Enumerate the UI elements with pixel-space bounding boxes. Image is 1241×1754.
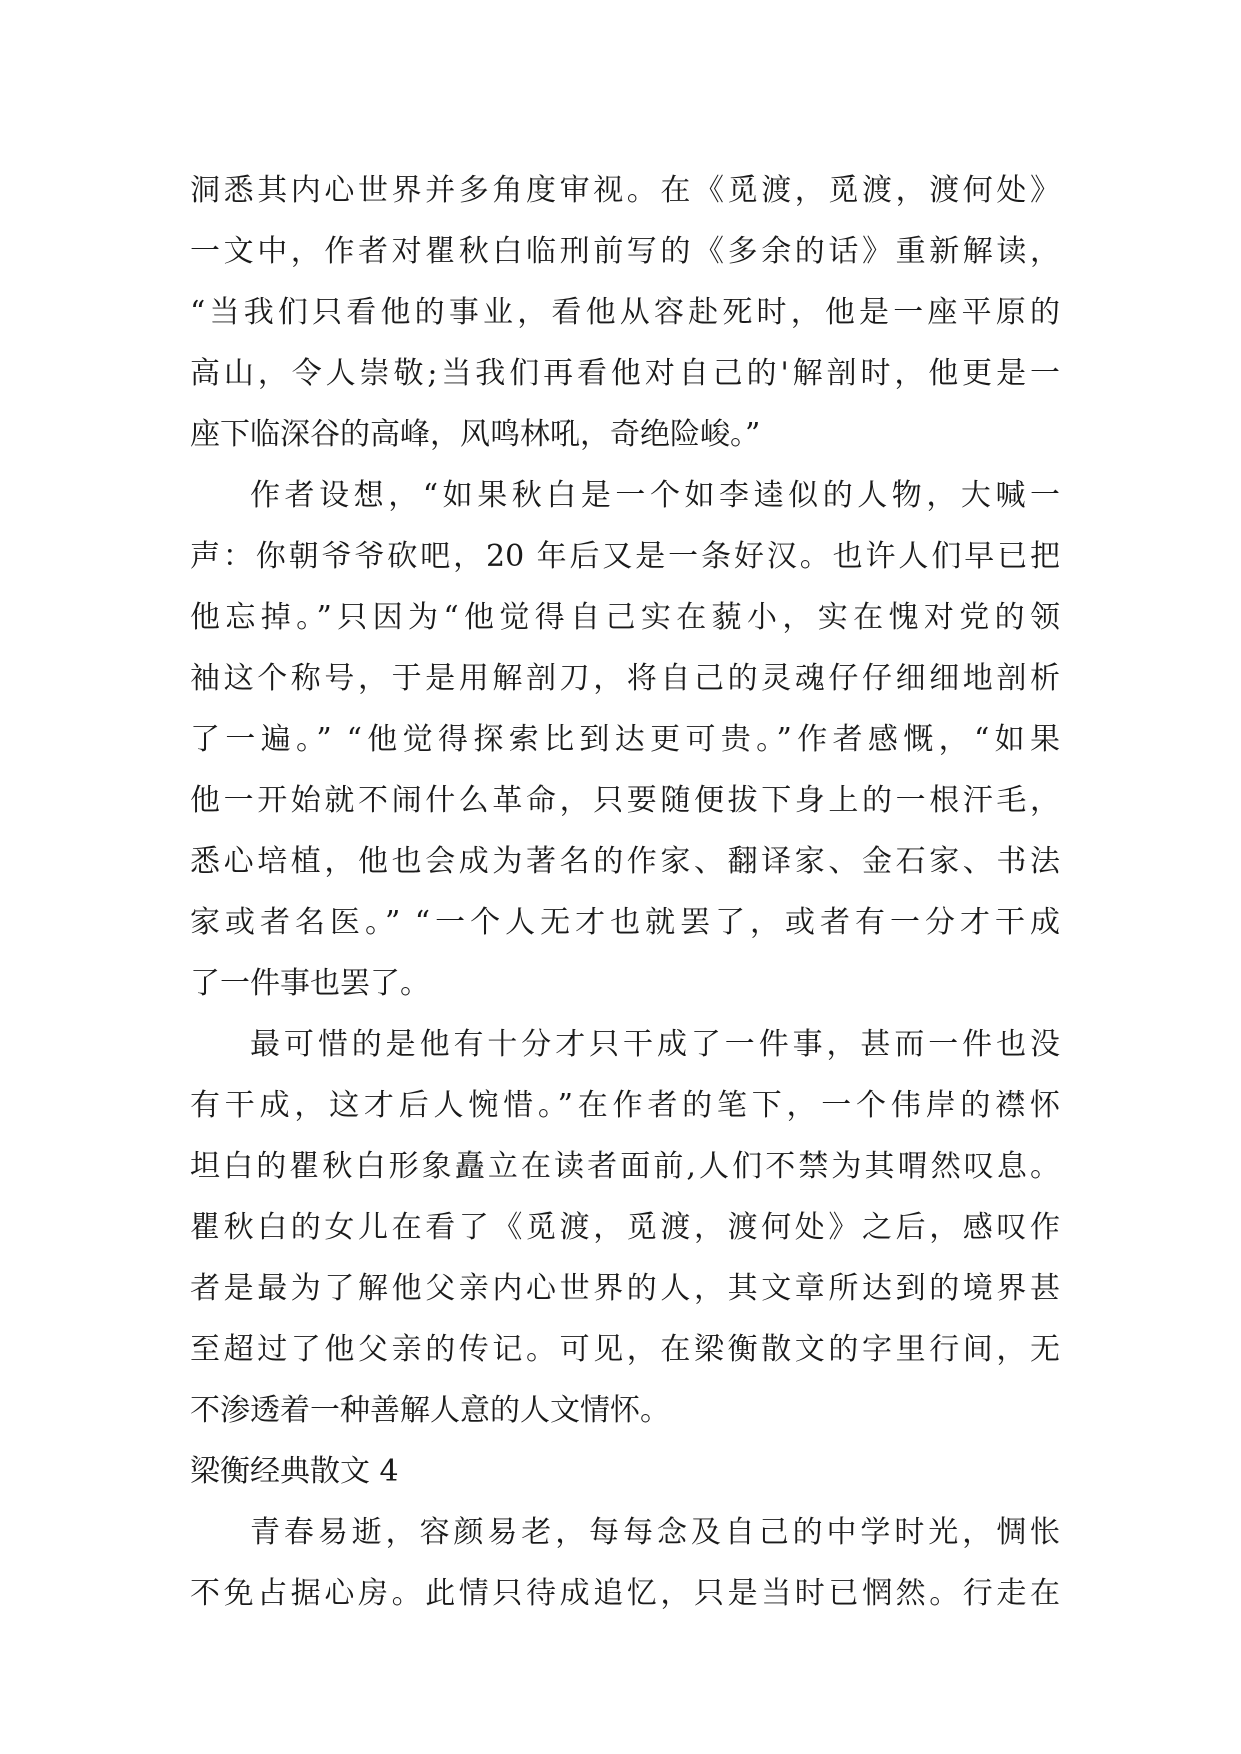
- paragraph-4: [190, 1502, 1060, 1624]
- text-line: 有干成，这才后人惋惜。”在作者的笔下，一个伟岸的襟怀: [190, 1088, 1060, 1123]
- paragraph-1: [190, 160, 1060, 465]
- text-line: 他一开始就不闹什么革命，只要随便拔下身上的一根汗毛，: [190, 783, 1060, 818]
- text-line: 不免占据心房。此情只待成追忆，只是当时已惘然。行走在: [190, 1576, 1060, 1611]
- text-line: 了一件事也罢了。: [190, 966, 430, 1001]
- text-line: 座下临深谷的高峰，风鸣林吼，奇绝险峻。”: [190, 417, 761, 452]
- text-line: 了一遍。” “他觉得探索比到达更可贵。”作者感慨，“如果: [190, 722, 1060, 757]
- paragraph-3: [190, 1014, 1060, 1441]
- text-line: 坦白的瞿秋白形象矗立在读者面前,人们不禁为其喟然叹息。: [190, 1149, 1060, 1184]
- section-heading: 梁衡经典散文 4: [190, 1454, 399, 1489]
- text-line: 最可惜的是他有十分才只干成了一件事，甚而一件也没: [250, 1027, 1060, 1062]
- text-line: 者是最为了解他父亲内心世界的人，其文章所达到的境界甚: [190, 1271, 1060, 1306]
- text-line: 不渗透着一种善解人意的人文情怀。: [190, 1393, 670, 1428]
- text-line: 他忘掉。”只因为“他觉得自己实在藐小，实在愧对党的领: [190, 600, 1060, 635]
- text-line: 高山，令人崇敬;当我们再看他对自己的'解剖时，他更是一: [190, 356, 1060, 391]
- text-line: 袖这个称号，于是用解剖刀，将自己的灵魂仔仔细细地剖析: [190, 661, 1060, 696]
- text-line: 洞悉其内心世界并多角度审视。在《觅渡，觅渡，渡何处》: [190, 173, 1060, 208]
- text-line: 青春易逝，容颜易老，每每念及自己的中学时光，惆怅: [250, 1515, 1060, 1550]
- text-line: 声：你朝爷爷砍吧，20 年后又是一条好汉。也许人们早已把: [190, 539, 1060, 574]
- text-line: 瞿秋白的女儿在看了《觅渡，觅渡，渡何处》之后，感叹作: [190, 1210, 1060, 1245]
- text-line: 悉心培植，他也会成为著名的作家、翻译家、金石家、书法: [190, 844, 1060, 879]
- text-line: 一文中，作者对瞿秋白临刑前写的《多余的话》重新解读，: [190, 234, 1060, 269]
- body-text: [190, 160, 1060, 1624]
- text-line: 家或者名医。” “一个人无才也就罢了，或者有一分才干成: [190, 905, 1060, 940]
- paragraph-2: [190, 465, 1060, 1014]
- text-line: 作者设想，“如果秋白是一个如李逵似的人物，大喊一: [250, 478, 1060, 513]
- text-line: 至超过了他父亲的传记。可见，在梁衡散文的字里行间，无: [190, 1332, 1060, 1367]
- text-line: “当我们只看他的事业，看他从容赴死时，他是一座平原的: [190, 295, 1060, 330]
